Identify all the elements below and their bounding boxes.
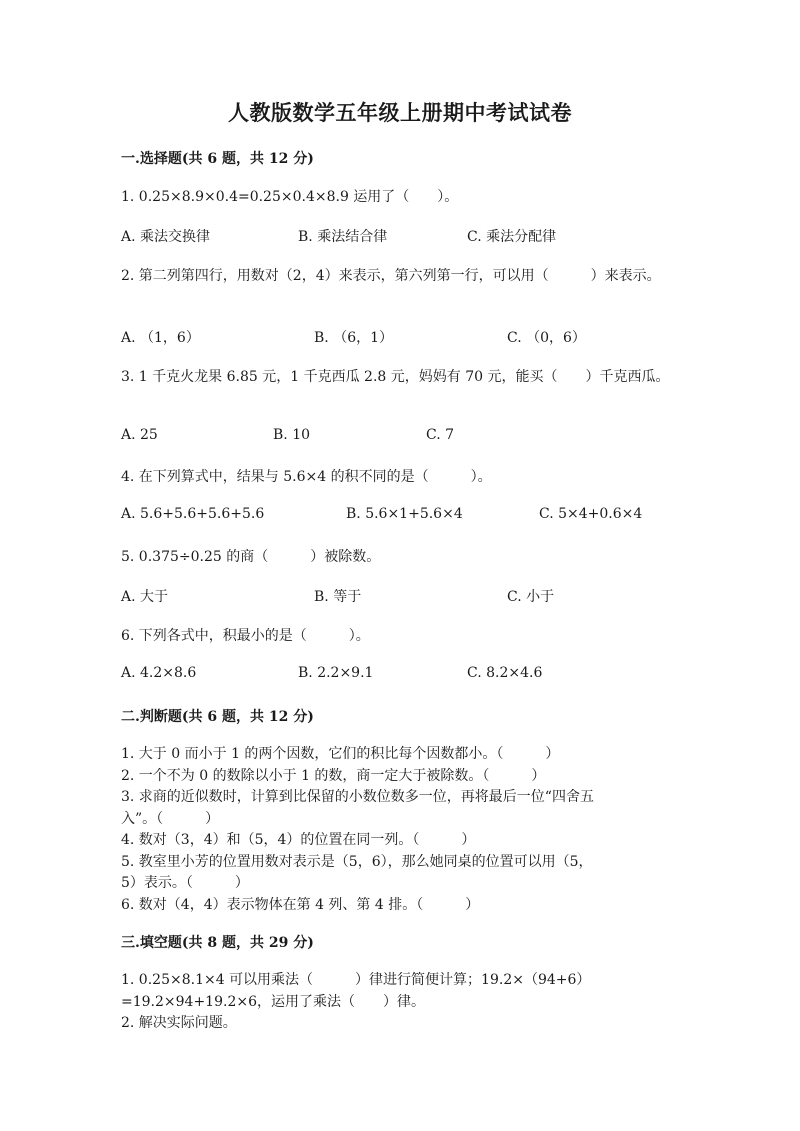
option-c: C. 小于	[507, 589, 555, 605]
section-heading-choice: 一.选择题(共 6 题，共 12 分)	[121, 151, 314, 167]
option-b: B. 5.6×1+5.6×4	[346, 506, 463, 522]
question-2-options	[121, 327, 681, 349]
option-a: A. 乘法交换律	[121, 229, 211, 245]
list-item: 5）表示。（ ）	[121, 875, 249, 891]
option-b: B. 10	[273, 427, 311, 443]
option-c: C. 7	[426, 427, 455, 443]
list-item: 1. 0.25×8.1×4 可以用乘法（ ）律进行简便计算；19.2×（94+6）	[121, 972, 591, 988]
question-3-options	[121, 427, 681, 449]
option-a: A. 4.2×8.6	[121, 665, 197, 681]
question-5-options	[121, 586, 681, 608]
list-item: 3. 求商的近似数时，计算到比保留的小数位数多一位，再将最后一位“四舍五	[121, 789, 594, 805]
option-b: B. 乘法结合律	[298, 229, 388, 245]
list-item: 4. 数对（3，4）和（5，4）的位置在同一列。（ ）	[121, 832, 476, 848]
option-a: A. （1，6）	[121, 330, 200, 346]
option-a: A. 大于	[121, 589, 169, 605]
option-c: C. 5×4+0.6×4	[539, 506, 643, 522]
fill-in-list	[121, 970, 681, 1035]
option-a: A. 5.6+5.6+5.6+5.6	[121, 506, 265, 522]
question-6: 6. 下列各式中，积最小的是（ ）。	[121, 628, 370, 644]
list-item: 入”。（ ）	[121, 810, 220, 827]
option-a: A. 25	[121, 427, 158, 443]
question-1-options	[121, 226, 681, 248]
list-item: 5. 教室里小芳的位置用数对表示是（5，6），那么她同桌的位置可以用（5，	[121, 853, 593, 870]
question-5: 5. 0.375÷0.25 的商（ ）被除数。	[121, 549, 381, 565]
option-c: C. 乘法分配律	[467, 229, 557, 245]
option-c: C. （0，6）	[507, 330, 586, 346]
option-b: B. （6，1）	[314, 330, 394, 346]
list-item: 1. 大于 0 而小于 1 的两个因数，它们的积比每个因数都小。（ ）	[121, 746, 560, 762]
list-item: 2. 解决实际问题。	[121, 1015, 237, 1031]
section-heading-true-false: 二.判断题(共 6 题，共 12 分)	[121, 709, 314, 725]
exam-title: 人教版数学五年级上册期中考试试卷	[228, 100, 572, 125]
option-b: B. 等于	[314, 589, 362, 605]
list-item: 2. 一个不为 0 的数除以小于 1 的数，商一定大于被除数。（ ）	[121, 767, 546, 784]
option-b: B. 2.2×9.1	[298, 665, 374, 681]
question-3: 3. 1 千克火龙果 6.85 元，1 千克西瓜 2.8 元，妈妈有 70 元，能买（ ）千克西瓜。	[121, 369, 670, 385]
section-heading-fill-in: 三.填空题(共 8 题，共 29 分)	[121, 935, 314, 951]
question-4-options	[121, 506, 681, 528]
question-6-options	[121, 665, 681, 687]
question-1: 1. 0.25×8.9×0.4=0.25×0.4×8.9 运用了（ ）。	[121, 189, 459, 205]
true-false-list	[121, 744, 681, 916]
question-4: 4. 在下列算式中，结果与 5.6×4 的积不同的是（ ）。	[121, 469, 492, 485]
question-2: 2. 第二列第四行，用数对（2，4）来表示，第六列第一行，可以用（ ）来表示。	[121, 268, 661, 284]
option-c: C. 8.2×4.6	[467, 665, 543, 681]
list-item: 6. 数对（4，4）表示物体在第 4 列、第 4 排。（ ）	[121, 896, 480, 913]
list-item: =19.2×94+19.2×6，运用了乘法（ ）律。	[121, 993, 425, 1010]
